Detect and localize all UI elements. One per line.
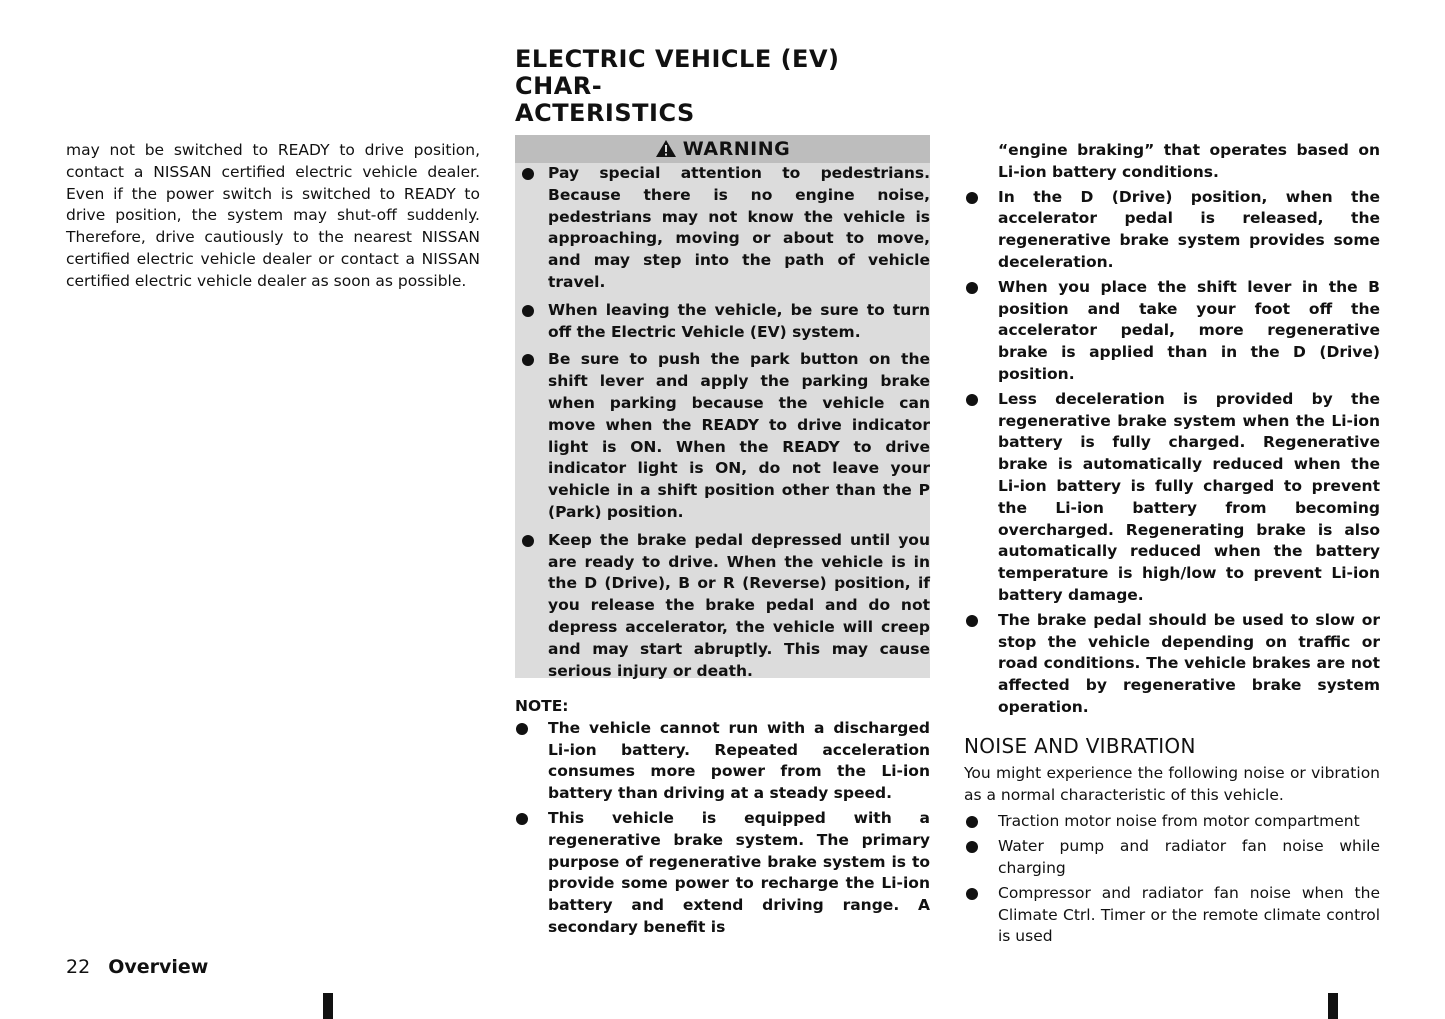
title-line-1: ELECTRIC VEHICLE (EV) CHAR-: [515, 45, 840, 100]
regen-item: The brake pedal should be used to slow or stop the vehicle depending on traffic or road conditions. The vehicle brakes are not affected by regenerative brake system operation.: [964, 610, 1380, 719]
continuation-text: “engine braking” that operates based on Li-ion battery conditions.: [998, 141, 1380, 181]
bullet-icon: [522, 305, 534, 317]
footer-section-title: Overview: [108, 956, 209, 978]
bullet-icon: [522, 535, 534, 547]
warning-triangle-icon: [655, 139, 677, 158]
warning-item: When leaving the vehicle, be sure to turn off the Electric Vehicle (EV) system.: [515, 300, 930, 344]
page-footer: [66, 955, 208, 979]
note-label: NOTE:: [515, 697, 569, 715]
warning-item: Pay special attention to pedestrians. Because there is no engine noise, pedestrians may not know the vehicle is approaching, moving or about to move, and may step into the path of vehicle travel.: [515, 163, 930, 294]
note-item: This vehicle is equipped with a regenerative brake system. The primary purpose of regenerative brake system is to provide some power to recharge the Li-ion battery and extend driving range. A secondary benefit is: [515, 808, 930, 939]
regen-item: In the D (Drive) position, when the accelerator pedal is released, the regenerative brake system provides some deceleration.: [964, 187, 1380, 274]
note-section: [515, 696, 930, 942]
bullet-icon: [966, 394, 978, 406]
bullet-icon: [966, 888, 978, 900]
noise-intro: You might experience the following noise or vibration as a normal characteristic of this vehicle.: [964, 763, 1380, 804]
crop-mark-left: [323, 993, 333, 1019]
note-item: The vehicle cannot run with a discharged Li-ion battery. Repeated acceleration consumes more power from the Li-ion battery than driving at a steady speed.: [515, 718, 930, 805]
noise-item: Compressor and radiator fan noise when the Climate Ctrl. Timer or the remote climate control is used: [964, 883, 1380, 948]
warning-item: Keep the brake pedal depressed until you are ready to drive. When the vehicle is in the D (Drive), B or R (Reverse) position, if you release the brake pedal and do not depress accelerator, the vehicle will creep and may start abruptly. This may cause serious injury or death.: [515, 530, 930, 683]
bullet-icon: [966, 192, 978, 204]
warning-header: [515, 135, 930, 163]
warning-item: Be sure to push the park button on the shift lever and apply the parking brake when parking because the vehicle can move when the READY to drive indicator light is ON. When the READY to drive indicator light is ON, do not leave your vehicle in a shift position other than the P (Park) position.: [515, 349, 930, 523]
bullet-icon: [522, 354, 534, 366]
noise-heading: NOISE AND VIBRATION: [964, 733, 1196, 758]
title-line-2: ACTERISTICS: [515, 99, 695, 127]
bullet-icon: [516, 813, 528, 825]
bullet-icon: [522, 168, 534, 180]
warning-box: [515, 135, 930, 678]
warning-list: [515, 163, 930, 682]
bullet-icon: [966, 816, 978, 828]
bullet-icon: [966, 615, 978, 627]
noise-item: Water pump and radiator fan noise while charging: [964, 836, 1380, 880]
noise-list: [964, 811, 1380, 948]
regen-list: [964, 187, 1380, 719]
left-column: [66, 140, 480, 293]
regen-item: Less deceleration is provided by the regenerative brake system when the Li-ion battery is fully charged. Regenerative brake is automatically reduced when the Li-ion battery is fully charged to prevent the Li-ion battery from becoming overcharged. Regenerating brake is also automatically reduced when the battery temperature is high/low to prevent Li-ion battery damage.: [964, 389, 1380, 607]
left-paragraph: may not be switched to READY to drive position, contact a NISSAN certified electric vehicle dealer. Even if the power switch is switched to READY to drive position, the system may shut-off suddenly. Therefore, drive cautiously to the nearest NISSAN certified electric vehicle dealer or contact a NISSAN certified electric vehicle dealer as soon as possible.: [66, 141, 480, 290]
regen-item: When you place the shift lever in the B position and take your foot off the accelerator pedal, more regenerative brake is applied than in the D (Drive) position.: [964, 277, 1380, 386]
warning-heading: WARNING: [682, 138, 791, 160]
page-title: [515, 46, 931, 127]
page-number: 22: [66, 956, 91, 978]
note-list: [515, 718, 930, 939]
bullet-icon: [966, 282, 978, 294]
noise-item: Traction motor noise from motor compartment: [964, 811, 1380, 833]
bullet-icon: [966, 841, 978, 853]
crop-mark-right: [1328, 993, 1338, 1019]
right-column: [964, 140, 1380, 951]
bullet-icon: [516, 723, 528, 735]
